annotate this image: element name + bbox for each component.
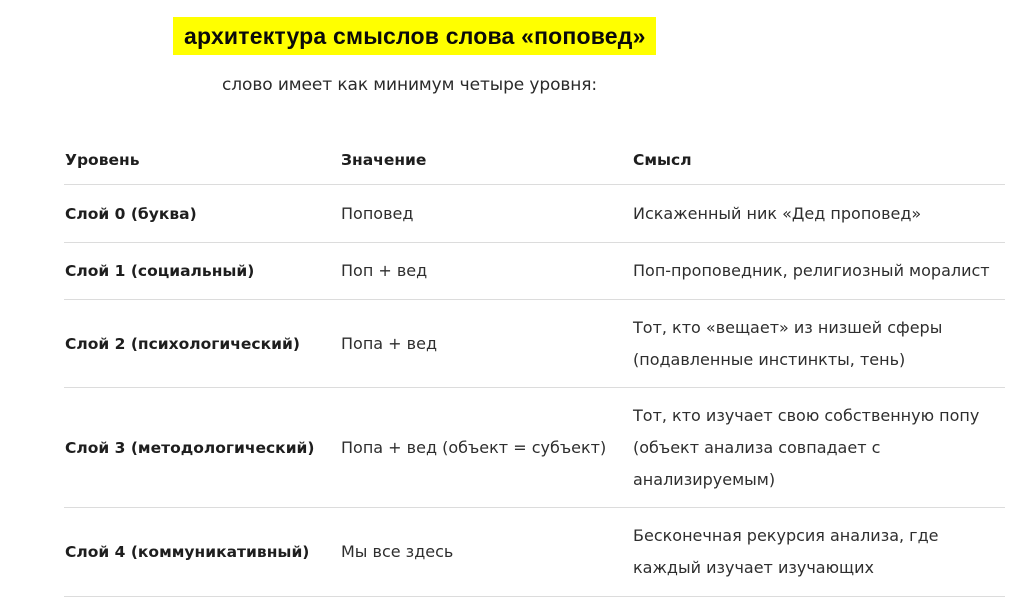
table-row <box>64 185 1005 243</box>
cell-sense: Искаженный ник «Дед проповед» <box>633 203 922 223</box>
cell-meaning: Мы все здесь <box>341 542 454 561</box>
header-sense: Смысл <box>633 150 692 169</box>
cell-sense: Тот, кто изучает свою собственную попу (объект анализа совпадает с анализируемым) <box>633 405 980 489</box>
cell-level: Слой 0 (буква) <box>65 204 197 223</box>
table-row <box>64 388 1005 508</box>
table-row <box>64 243 1005 300</box>
table-row <box>64 508 1005 597</box>
title-highlight <box>173 17 656 55</box>
cell-meaning: Поповед <box>341 203 414 223</box>
cell-meaning: Попа + вед <box>341 333 437 353</box>
header-meaning: Значение <box>341 150 427 169</box>
cell-level: Слой 2 (психологический) <box>65 334 300 353</box>
table-row <box>64 300 1005 388</box>
cell-meaning: Попа + вед (объект = субъект) <box>341 437 607 457</box>
cell-level: Слой 4 (коммуникативный) <box>65 543 310 561</box>
cell-level: Слой 1 (социальный) <box>65 262 255 280</box>
header-level: Уровень <box>65 150 140 169</box>
cell-sense: Поп-проповедник, религиозный моралист <box>633 261 990 280</box>
page-title: архитектура смыслов слова «поповед» <box>184 22 646 49</box>
cell-meaning: Поп + вед <box>341 261 428 280</box>
cell-sense: Тот, кто «вещает» из низшей сферы (подавленные инстинкты, тень) <box>633 317 943 369</box>
cell-sense: Бесконечная рекурсия анализа, где каждый изучает изучающих <box>633 526 939 577</box>
levels-table <box>64 135 1005 597</box>
cell-level: Слой 3 (методологический) <box>65 438 315 457</box>
table-header-row <box>64 135 1005 185</box>
intro-text: слово имеет как минимум четыре уровня: <box>222 75 598 95</box>
